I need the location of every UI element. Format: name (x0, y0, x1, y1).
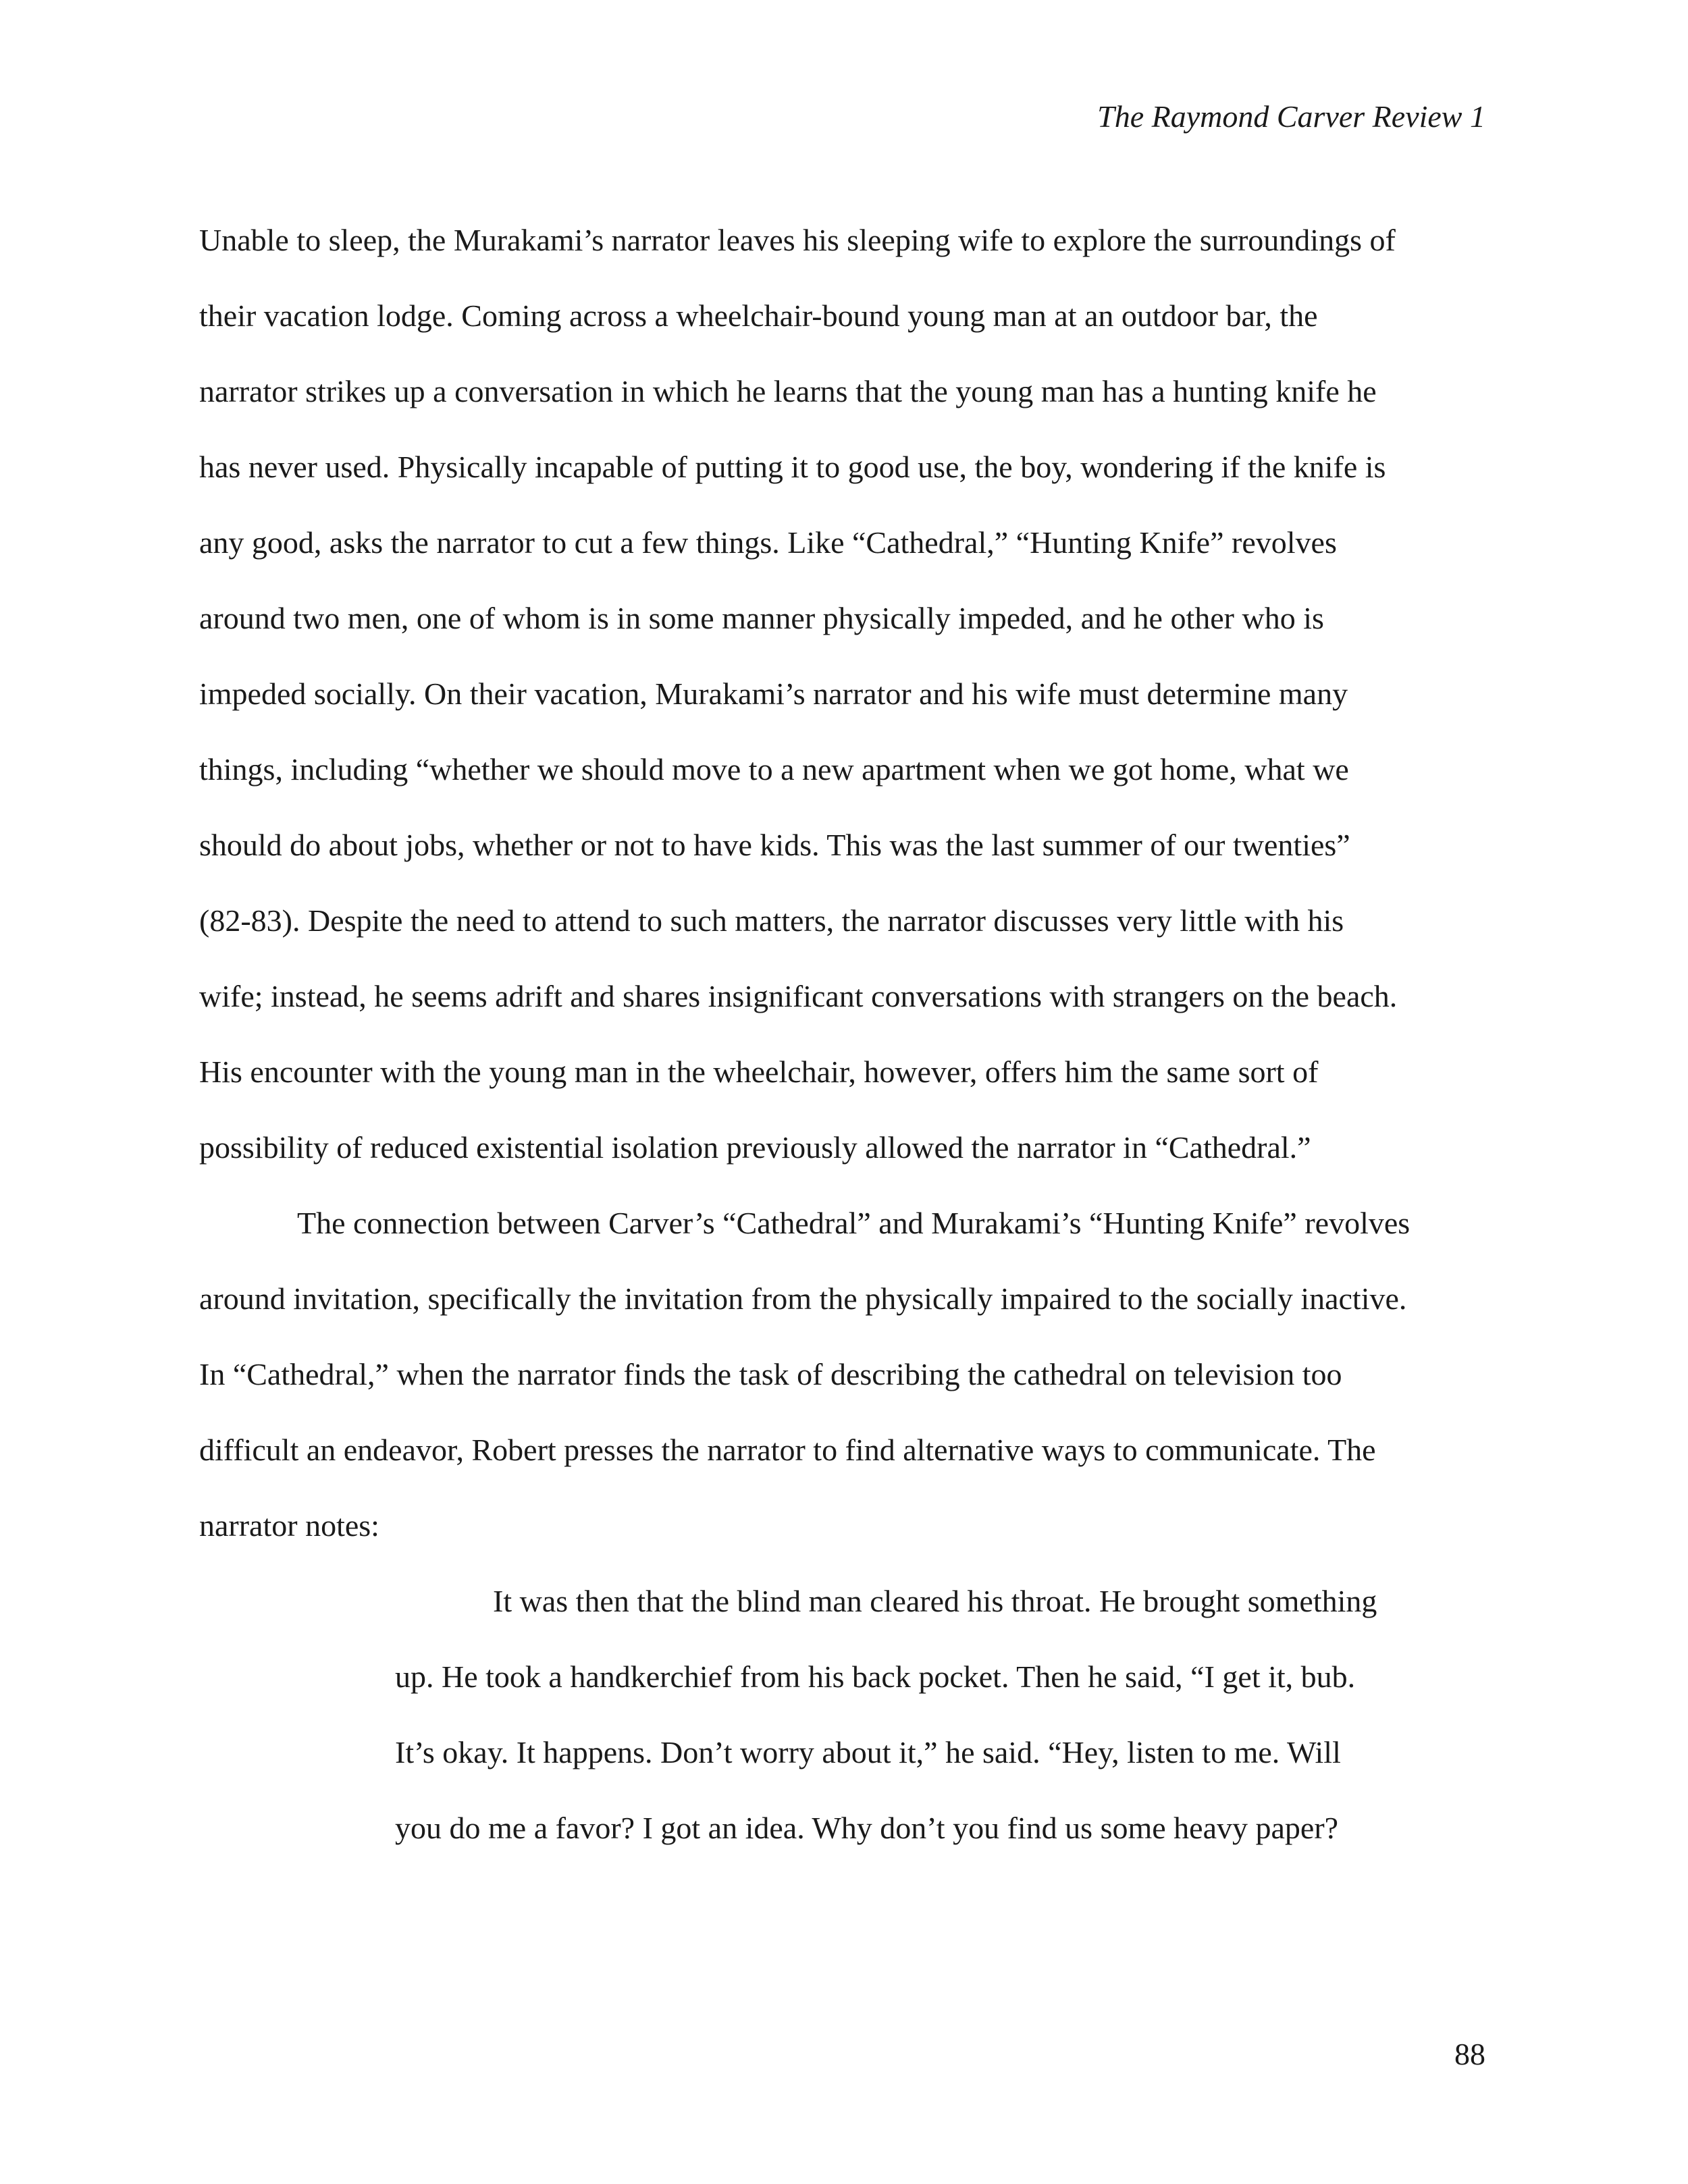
block-quote (199, 1564, 1496, 1866)
body-text (199, 203, 1496, 1866)
quote-line: It was then that the blind man cleared his throat. He brought something (493, 1584, 1377, 1618)
running-header: The Raymond Carver Review 1 (1097, 99, 1485, 134)
text-line: Unable to sleep, the Murakami’s narrator leaves his sleeping wife to explore the surroundings of (199, 223, 1396, 257)
text-line: wife; instead, he seems adrift and shares insignificant conversations with strangers on the beach. (199, 979, 1398, 1013)
paragraph (199, 1186, 1496, 1564)
quote-line: up. He took a handkerchief from his back pocket. Then he said, “I get it, bub. (395, 1659, 1356, 1694)
text-line: around two men, one of whom is in some manner physically impeded, and he other who is (199, 601, 1324, 635)
text-line: their vacation lodge. Coming across a wheelchair-bound young man at an outdoor bar, the (199, 298, 1318, 333)
quote-line: It’s okay. It happens. Don’t worry about it,” he said. “Hey, listen to me. Will (395, 1735, 1341, 1769)
text-line: difficult an endeavor, Robert presses the narrator to find alternative ways to communicate. The (199, 1433, 1376, 1467)
text-line: His encounter with the young man in the wheelchair, however, offers him the same sort of (199, 1055, 1319, 1089)
text-line: The connection between Carver’s “Cathedral” and Murakami’s “Hunting Knife” revolves (297, 1206, 1410, 1240)
paragraph (199, 203, 1496, 1186)
text-line: (82-83). Despite the need to attend to such matters, the narrator discusses very little with his (199, 903, 1344, 938)
text-line: narrator notes: (199, 1508, 379, 1543)
quote-line: you do me a favor? I got an idea. Why don’t you find us some heavy paper? (395, 1811, 1339, 1845)
text-line: has never used. Physically incapable of putting it to good use, the boy, wondering if the knife is (199, 450, 1386, 484)
text-line: possibility of reduced existential isolation previously allowed the narrator in “Cathedral.” (199, 1130, 1311, 1165)
text-line: In “Cathedral,” when the narrator finds the task of describing the cathedral on television too (199, 1357, 1342, 1391)
page-number: 88 (1454, 2037, 1485, 2071)
text-line: around invitation, specifically the invitation from the physically impaired to the socially inactive. (199, 1281, 1407, 1316)
text-line: things, including “whether we should move to a new apartment when we got home, what we (199, 752, 1349, 787)
text-line: impeded socially. On their vacation, Murakami’s narrator and his wife must determine many (199, 676, 1348, 711)
text-line: narrator strikes up a conversation in which he learns that the young man has a hunting knife he (199, 374, 1377, 408)
text-line: should do about jobs, whether or not to have kids. This was the last summer of our twenties” (199, 828, 1350, 862)
text-line: any good, asks the narrator to cut a few things. Like “Cathedral,” “Hunting Knife” revolves (199, 525, 1337, 560)
